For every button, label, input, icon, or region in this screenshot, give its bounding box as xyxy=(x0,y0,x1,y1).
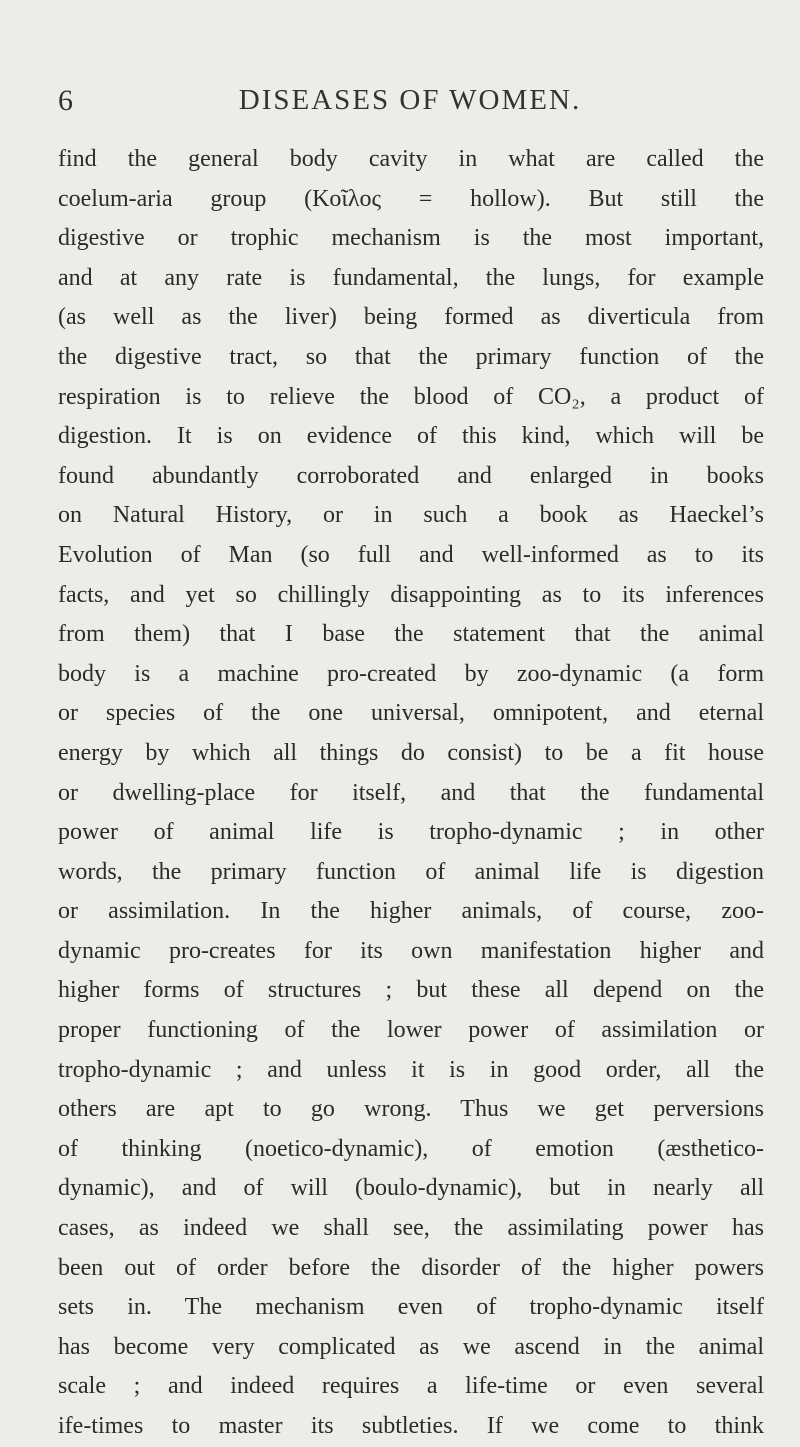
body-text xyxy=(58,140,764,1447)
text-line: scale ; and indeed requires a life-time or even several xyxy=(58,1373,764,1400)
text-line: digestion. It is on evidence of this kind, which will be xyxy=(58,423,764,450)
text-line: energy by which all things do consist) to be a fit house xyxy=(58,739,764,766)
text-line: been out of order before the disorder of the higher powers xyxy=(58,1254,764,1281)
text-line: words, the primary function of animal life is digestion xyxy=(58,858,764,885)
text-line: has become very complicated as we ascend in the animal xyxy=(58,1333,764,1360)
text-line: Evolution of Man (so full and well-informed as to its xyxy=(58,541,764,568)
text-line: or assimilation. In the higher animals, of course, zoo- xyxy=(58,898,764,925)
text-line: find the general body cavity in what are called the xyxy=(58,146,764,172)
page-header xyxy=(58,84,762,124)
text-line: and at any rate is fundamental, the lungs, for example xyxy=(58,264,764,291)
text-line: digestive or trophic mechanism is the most important, xyxy=(58,225,764,252)
text-line: found abundantly corroborated and enlarged in books xyxy=(58,462,764,489)
text-line: others are apt to go wrong. Thus we get perversions xyxy=(58,1096,764,1123)
text-line: facts, and yet so chillingly disappointing as to its inferences xyxy=(58,581,764,608)
text-line: dynamic), and of will (boulo-dynamic), but in nearly all xyxy=(58,1175,764,1202)
text-line: (as well as the liver) being formed as diverticula from xyxy=(58,304,764,331)
text-line: cases, as indeed we shall see, the assimilating power has xyxy=(58,1215,764,1242)
text-line: proper functioning of the lower power of assimilation or xyxy=(58,1017,764,1044)
text-line: body is a machine pro-created by zoo-dynamic (a form xyxy=(58,660,764,687)
text-line: ife-times to master its subtleties. If we come to think xyxy=(58,1413,764,1439)
text-line: dynamic pro-creates for its own manifestation higher and xyxy=(58,937,764,964)
running-title: DISEASES OF WOMEN. xyxy=(238,84,582,116)
text-line: tropho-dynamic ; and unless it is in good order, all the xyxy=(58,1056,764,1083)
text-line: higher forms of structures ; but these all depend on the xyxy=(58,977,764,1004)
text-line: or dwelling-place for itself, and that the fundamental xyxy=(58,779,764,806)
text-line: or species of the one universal, omnipotent, and eternal xyxy=(58,700,764,727)
text-line: coelum-aria group (Κοῖλος = hollow). But still the xyxy=(58,185,764,212)
text-line: from them) that I base the statement that the animal xyxy=(58,621,764,648)
text-line: respiration is to relieve the blood of CO₂, a product of xyxy=(58,383,764,410)
text-line: power of animal life is tropho-dynamic ; in other xyxy=(58,819,764,846)
text-line: on Natural History, or in such a book as Haeckel’s xyxy=(58,502,764,529)
text-line: sets in. The mechanism even of tropho-dynamic itself xyxy=(58,1294,764,1321)
text-line: the digestive tract, so that the primary function of the xyxy=(58,343,764,370)
text-line: of thinking (noetico-dynamic), of emotion (æsthetico- xyxy=(58,1135,764,1162)
page-number: 6 xyxy=(58,84,74,117)
